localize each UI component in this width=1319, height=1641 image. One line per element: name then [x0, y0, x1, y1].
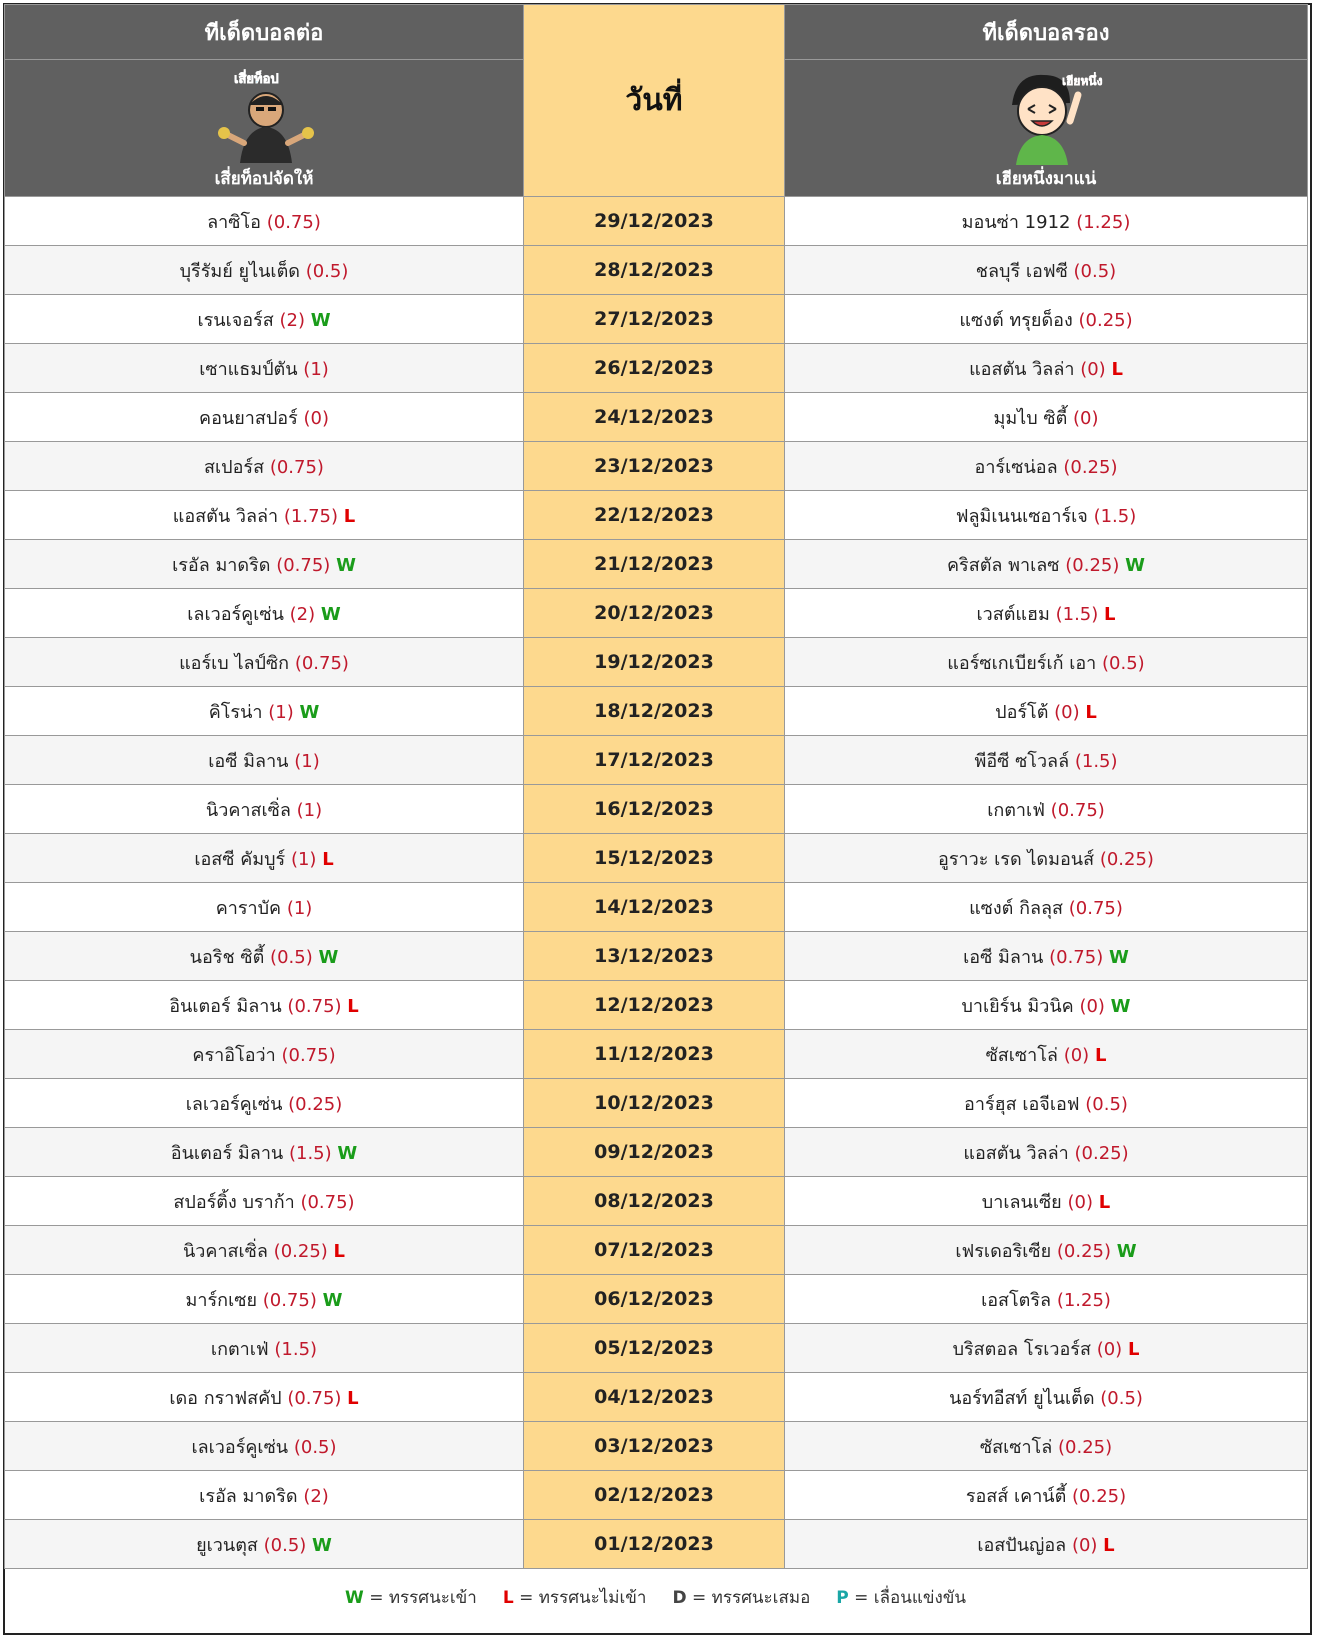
- left-team-name: เอสซี คัมบูร์: [194, 848, 286, 870]
- left-odds: (0.75): [266, 211, 321, 233]
- right-team-name: แอสตัน วิลล่า: [963, 1142, 1069, 1164]
- table-row: [5, 246, 1308, 295]
- right-team-name: แอร์ซเกเบียร์เก้ เอา: [947, 652, 1097, 674]
- right-odds: (1.25): [1076, 211, 1131, 233]
- left-result-badge: W: [322, 1289, 343, 1311]
- left-result-badge: W: [320, 603, 341, 625]
- right-team-name: แซงต์ ทรุยด็อง: [959, 309, 1073, 331]
- table-row: [5, 540, 1308, 589]
- table-row: [5, 981, 1308, 1030]
- table-row: [5, 491, 1308, 540]
- left-team-name: คาราบัค: [215, 897, 282, 919]
- left-result-badge: W: [337, 1142, 358, 1164]
- tips-rows: [5, 197, 1308, 1569]
- right-tip-cell: [785, 1275, 1308, 1324]
- right-odds: (0.25): [1063, 456, 1118, 478]
- left-tipster-name: เสี่ยท็อปจัดให้: [214, 169, 314, 189]
- left-tip-cell: [5, 1324, 524, 1373]
- right-odds: (0.25): [1078, 309, 1133, 331]
- right-tip-cell: [785, 1422, 1308, 1471]
- right-team-name: ซัสเซาโล่: [979, 1436, 1053, 1458]
- right-team-name: เฟรเดอริเซีย: [955, 1240, 1052, 1262]
- legend-code: D: [672, 1587, 687, 1608]
- right-tip-cell: [785, 1128, 1308, 1177]
- table-row: [5, 1275, 1308, 1324]
- left-result-badge: L: [322, 848, 334, 870]
- table-row: [5, 1030, 1308, 1079]
- left-team-name: สเปอร์ส: [204, 456, 265, 478]
- left-odds: (0.75): [262, 1289, 317, 1311]
- table-row: [5, 344, 1308, 393]
- left-odds: (0.75): [276, 554, 331, 576]
- left-result-badge: L: [347, 995, 359, 1017]
- left-team-name: นิวคาสเซิ่ล: [205, 799, 291, 821]
- left-tip-cell: [5, 1030, 524, 1079]
- left-tip-cell: [5, 1520, 524, 1569]
- legend-text: = ทรรศนะเข้า: [369, 1587, 477, 1608]
- right-result-badge: L: [1127, 1338, 1140, 1360]
- right-team-name: ฟลูมิเนนเซอาร์เจ: [955, 505, 1088, 527]
- right-tip-cell: [785, 785, 1308, 834]
- left-odds: (0): [303, 407, 329, 429]
- left-odds: (0.75): [294, 652, 349, 674]
- legend-text: = ทรรศนะไม่เข้า: [519, 1587, 647, 1608]
- left-team-name: คราอิโอว่า: [192, 1044, 276, 1066]
- right-odds: (0.5): [1073, 260, 1117, 282]
- left-tip-cell: [5, 1471, 524, 1520]
- right-team-name: เวสต์แฮม: [976, 603, 1050, 625]
- right-tip-cell: [785, 1471, 1308, 1520]
- right-odds: (0.25): [1056, 1240, 1112, 1262]
- table-row: [5, 1373, 1308, 1422]
- right-team-name: เกตาเฟ่: [987, 799, 1045, 821]
- left-team-name: เกตาเฟ่: [210, 1338, 269, 1360]
- right-tip-cell: [785, 1324, 1308, 1373]
- right-tip-cell: [785, 393, 1308, 442]
- right-tip-cell: [785, 1520, 1308, 1569]
- right-team-name: บาเยิร์น มิวนิค: [961, 995, 1074, 1017]
- right-odds: (0): [1054, 701, 1080, 723]
- legend-code: L: [502, 1587, 514, 1608]
- left-team-name: เลเวอร์คูเซ่น: [185, 1093, 283, 1115]
- left-tip-cell: [5, 589, 524, 638]
- right-odds: (1.5): [1074, 750, 1118, 772]
- left-result-badge: W: [318, 946, 339, 968]
- left-odds: (1): [290, 848, 317, 870]
- right-team-name: เอซี มิลาน: [963, 946, 1044, 968]
- left-tip-cell: [5, 1079, 524, 1128]
- right-odds: (0.25): [1074, 1142, 1129, 1164]
- match-date: 23/12/2023: [524, 442, 785, 491]
- left-odds: (2): [303, 1485, 329, 1507]
- right-tip-cell: [785, 1226, 1308, 1275]
- right-tip-cell: [785, 834, 1308, 883]
- left-tip-cell: [5, 344, 524, 393]
- right-result-badge: L: [1103, 1534, 1115, 1556]
- table-row: [5, 1177, 1308, 1226]
- left-result-badge: W: [299, 701, 320, 723]
- table-row: [5, 1324, 1308, 1373]
- left-odds: (0.5): [293, 1436, 337, 1458]
- match-date: 05/12/2023: [524, 1324, 785, 1373]
- left-team-name: เซาแธมป์ตัน: [199, 358, 298, 380]
- left-team-name: แอสตัน วิลล่า: [172, 505, 279, 527]
- table-row: [5, 834, 1308, 883]
- left-team-name: มาร์กเซย: [185, 1289, 257, 1311]
- right-result-badge: L: [1104, 603, 1116, 625]
- left-team-name: เดอ กราฟสคัป: [169, 1387, 282, 1409]
- legend-text: = ทรรศนะเสมอ: [692, 1587, 811, 1608]
- left-odds: (0.75): [281, 1044, 336, 1066]
- table-row: [5, 589, 1308, 638]
- right-odds: (0.25): [1072, 1485, 1127, 1507]
- right-odds: (0): [1063, 1044, 1090, 1066]
- right-team-name: คริสตัล พาเลซ: [947, 554, 1060, 576]
- right-team-name: แซงต์ กิลลุส: [969, 897, 1064, 919]
- legend-item: [836, 1584, 966, 1611]
- left-team-name: นิวคาสเซิ่ล: [182, 1240, 268, 1262]
- right-team-name: แอสตัน วิลล่า: [969, 358, 1075, 380]
- tipster-sticker-icon: [986, 65, 1106, 165]
- left-team-name: นอริช ซิตี้: [189, 946, 265, 968]
- left-result-badge: L: [343, 505, 356, 527]
- table-row: [5, 1226, 1308, 1275]
- left-team-name: บุรีรัมย์ ยูไนเต็ด: [179, 260, 300, 282]
- right-tip-cell: [785, 736, 1308, 785]
- sticker-caption: เสี่ยท็อป: [234, 72, 279, 87]
- left-team-name: แอร์เบ ไลป์ซิก: [179, 652, 290, 674]
- match-date: 28/12/2023: [524, 246, 785, 295]
- legend-code: P: [836, 1587, 849, 1608]
- match-date: 08/12/2023: [524, 1177, 785, 1226]
- left-tip-cell: [5, 834, 524, 883]
- right-result-badge: W: [1125, 554, 1145, 576]
- left-tip-cell: [5, 785, 524, 834]
- right-odds: (0.75): [1050, 799, 1105, 821]
- right-team-name: มุมไบ ซิตี้: [993, 407, 1068, 429]
- right-team-name: มอนซ่า 1912: [961, 211, 1071, 233]
- right-odds: (0): [1071, 1534, 1098, 1556]
- right-team-name: อูราวะ เรด ไดมอนส์: [938, 848, 1095, 870]
- right-team-name: เอสปันญ่อล: [977, 1534, 1067, 1556]
- right-result-badge: W: [1116, 1240, 1137, 1262]
- right-odds: (1.25): [1056, 1289, 1111, 1311]
- match-date: 09/12/2023: [524, 1128, 785, 1177]
- left-odds: (2): [279, 309, 305, 331]
- left-tip-cell: [5, 932, 524, 981]
- right-odds: (0.5): [1085, 1093, 1128, 1115]
- right-odds: (1.5): [1093, 505, 1137, 527]
- right-tip-cell: [785, 295, 1308, 344]
- left-odds: (1.5): [288, 1142, 332, 1164]
- right-tip-cell: [785, 1030, 1308, 1079]
- right-team-name: เอสโตริล: [981, 1289, 1052, 1311]
- left-tip-cell: [5, 687, 524, 736]
- match-date: 29/12/2023: [524, 197, 785, 246]
- left-odds: (1): [268, 701, 294, 723]
- left-team-name: สปอร์ติ้ง บราก้า: [173, 1191, 295, 1213]
- left-team-name: ยูเวนตุส: [196, 1534, 258, 1556]
- right-tip-cell: [785, 589, 1308, 638]
- left-tip-cell: [5, 1226, 524, 1275]
- tipster-sticker-icon: [204, 65, 324, 165]
- right-tip-cell: [785, 442, 1308, 491]
- left-team-name: เรนเจอร์ส: [197, 309, 274, 331]
- match-date: 26/12/2023: [524, 344, 785, 393]
- right-tip-cell: [785, 344, 1308, 393]
- match-date: 02/12/2023: [524, 1471, 785, 1520]
- left-result-badge: W: [312, 1534, 332, 1556]
- right-odds: (0): [1096, 1338, 1123, 1360]
- left-tip-cell: [5, 540, 524, 589]
- left-team-name: คอนยาสปอร์: [199, 407, 298, 429]
- left-column-title: ทีเด็ดบอลต่อ: [5, 5, 524, 60]
- match-date: 10/12/2023: [524, 1079, 785, 1128]
- legend-item: [503, 1584, 647, 1611]
- left-odds: (1): [296, 799, 323, 821]
- match-date: 18/12/2023: [524, 687, 785, 736]
- right-team-name: อาร์เซน่อล: [974, 456, 1058, 478]
- right-tip-cell: [785, 638, 1308, 687]
- left-tip-cell: [5, 1275, 524, 1324]
- right-tipster-name: เฮียหนึ่งมาแน่: [995, 169, 1097, 189]
- table-row: [5, 1520, 1308, 1569]
- right-team-name: ปอร์โต้: [995, 701, 1049, 723]
- right-tip-cell: [785, 540, 1308, 589]
- match-date: 16/12/2023: [524, 785, 785, 834]
- left-tip-cell: [5, 638, 524, 687]
- right-team-name: ชลบุรี เอฟซี: [975, 260, 1068, 282]
- match-date: 07/12/2023: [524, 1226, 785, 1275]
- right-result-badge: L: [1094, 1044, 1107, 1066]
- left-result-badge: W: [310, 309, 331, 331]
- left-team-name: อินเตอร์ มิลาน: [169, 995, 282, 1017]
- left-team-name: คิโรน่า: [208, 701, 263, 723]
- right-column-title: ทีเด็ดบอลรอง: [785, 5, 1308, 60]
- right-odds: (0.5): [1100, 1387, 1143, 1409]
- right-tip-cell: [785, 687, 1308, 736]
- left-tip-cell: [5, 295, 524, 344]
- right-tipster-cell: [785, 60, 1308, 197]
- right-tip-cell: [785, 491, 1308, 540]
- left-tip-cell: [5, 442, 524, 491]
- table-row: [5, 785, 1308, 834]
- right-result-badge: L: [1111, 358, 1123, 380]
- left-odds: (2): [289, 603, 316, 625]
- left-tip-cell: [5, 1422, 524, 1471]
- sticker-caption: เฮียหนึ่ง: [1062, 74, 1103, 88]
- right-team-name: อาร์ฮุส เอจีเอฟ: [964, 1093, 1080, 1115]
- left-tip-cell: [5, 883, 524, 932]
- right-odds: (0.5): [1102, 652, 1145, 674]
- right-tip-cell: [785, 932, 1308, 981]
- legend-code: W: [345, 1587, 364, 1608]
- left-tip-cell: [5, 1128, 524, 1177]
- left-team-name: เลเวอร์คูเซ่น: [191, 1436, 289, 1458]
- left-odds: (1): [303, 358, 329, 380]
- left-odds: (0.75): [269, 456, 324, 478]
- right-odds: (0): [1079, 995, 1105, 1017]
- date-column-title: วันที่: [524, 5, 785, 197]
- right-odds: (0.25): [1065, 554, 1120, 576]
- left-tip-cell: [5, 393, 524, 442]
- left-odds: (1.5): [274, 1338, 318, 1360]
- left-odds: (1): [294, 750, 320, 772]
- table-row: [5, 736, 1308, 785]
- tips-table: [4, 4, 1308, 1569]
- left-team-name: ลาซิโอ: [207, 211, 261, 233]
- left-odds: (1.75): [283, 505, 339, 527]
- match-date: 15/12/2023: [524, 834, 785, 883]
- right-odds: (0): [1067, 1191, 1093, 1213]
- match-date: 06/12/2023: [524, 1275, 785, 1324]
- result-legend: [4, 1567, 1307, 1627]
- left-tip-cell: [5, 246, 524, 295]
- right-team-name: นอร์ทอีสท์ ยูไนเต็ด: [949, 1387, 1095, 1409]
- right-tip-cell: [785, 197, 1308, 246]
- match-date: 27/12/2023: [524, 295, 785, 344]
- right-team-name: รอสส์ เคาน์ตี้: [965, 1485, 1067, 1507]
- right-tip-cell: [785, 883, 1308, 932]
- left-result-badge: W: [336, 554, 356, 576]
- left-team-name: เลเวอร์คูเซ่น: [187, 603, 284, 625]
- left-tip-cell: [5, 491, 524, 540]
- right-team-name: พีอีซี ซโวลล์: [974, 750, 1070, 772]
- table-row: [5, 1079, 1308, 1128]
- right-odds: (0): [1073, 407, 1099, 429]
- left-tip-cell: [5, 1177, 524, 1226]
- left-result-badge: L: [347, 1387, 359, 1409]
- right-tip-cell: [785, 1373, 1308, 1422]
- table-row: [5, 638, 1308, 687]
- right-odds: (0): [1080, 358, 1106, 380]
- table-row: [5, 442, 1308, 491]
- table-row: [5, 1128, 1308, 1177]
- right-tip-cell: [785, 1177, 1308, 1226]
- table-row: [5, 393, 1308, 442]
- left-tip-cell: [5, 1373, 524, 1422]
- right-tip-cell: [785, 981, 1308, 1030]
- table-row: [5, 883, 1308, 932]
- right-result-badge: L: [1098, 1191, 1111, 1213]
- left-odds: (1): [286, 897, 313, 919]
- right-odds: (1.5): [1055, 603, 1099, 625]
- match-date: 22/12/2023: [524, 491, 785, 540]
- left-odds: (0.25): [273, 1240, 328, 1262]
- match-date: 17/12/2023: [524, 736, 785, 785]
- table-row: [5, 1422, 1308, 1471]
- match-date: 21/12/2023: [524, 540, 785, 589]
- table-row: [5, 295, 1308, 344]
- match-date: 24/12/2023: [524, 393, 785, 442]
- match-date: 11/12/2023: [524, 1030, 785, 1079]
- left-tip-cell: [5, 981, 524, 1030]
- match-date: 14/12/2023: [524, 883, 785, 932]
- right-result-badge: L: [1085, 701, 1097, 723]
- legend-text: = เลื่อนแข่งขัน: [854, 1587, 966, 1608]
- left-result-badge: L: [333, 1240, 346, 1262]
- left-odds: (0.25): [288, 1093, 343, 1115]
- left-odds: (0.75): [300, 1191, 355, 1213]
- match-date: 03/12/2023: [524, 1422, 785, 1471]
- right-odds: (0.25): [1058, 1436, 1113, 1458]
- match-date: 04/12/2023: [524, 1373, 785, 1422]
- match-date: 13/12/2023: [524, 932, 785, 981]
- left-tipster-cell: [5, 60, 524, 197]
- match-date: 01/12/2023: [524, 1520, 785, 1569]
- left-team-name: เรอัล มาดริด: [199, 1485, 298, 1507]
- left-odds: (0.5): [270, 946, 313, 968]
- left-odds: (0.75): [287, 1387, 342, 1409]
- legend-item: [345, 1584, 477, 1611]
- legend-item: [672, 1584, 810, 1611]
- match-date: 12/12/2023: [524, 981, 785, 1030]
- left-team-name: เอซี มิลาน: [208, 750, 289, 772]
- left-odds: (0.5): [305, 260, 349, 282]
- left-tip-cell: [5, 736, 524, 785]
- left-team-name: อินเตอร์ มิลาน: [170, 1142, 284, 1164]
- right-team-name: บริสตอล โรเวอร์ส: [952, 1338, 1091, 1360]
- left-odds: (0.5): [263, 1534, 307, 1556]
- table-row: [5, 687, 1308, 736]
- right-team-name: บาเลนเซีย: [981, 1191, 1062, 1213]
- table-row: [5, 1471, 1308, 1520]
- right-team-name: ซัสเซาโล่: [985, 1044, 1058, 1066]
- match-date: 19/12/2023: [524, 638, 785, 687]
- table-row: [5, 197, 1308, 246]
- left-odds: (0.75): [287, 995, 342, 1017]
- right-odds: (0.25): [1099, 848, 1154, 870]
- right-tip-cell: [785, 1079, 1308, 1128]
- right-tip-cell: [785, 246, 1308, 295]
- right-odds: (0.75): [1068, 897, 1123, 919]
- left-tip-cell: [5, 197, 524, 246]
- right-result-badge: W: [1110, 995, 1131, 1017]
- right-odds: (0.75): [1049, 946, 1104, 968]
- match-date: 20/12/2023: [524, 589, 785, 638]
- table-row: [5, 932, 1308, 981]
- right-result-badge: W: [1108, 946, 1129, 968]
- left-team-name: เรอัล มาดริด: [172, 554, 271, 576]
